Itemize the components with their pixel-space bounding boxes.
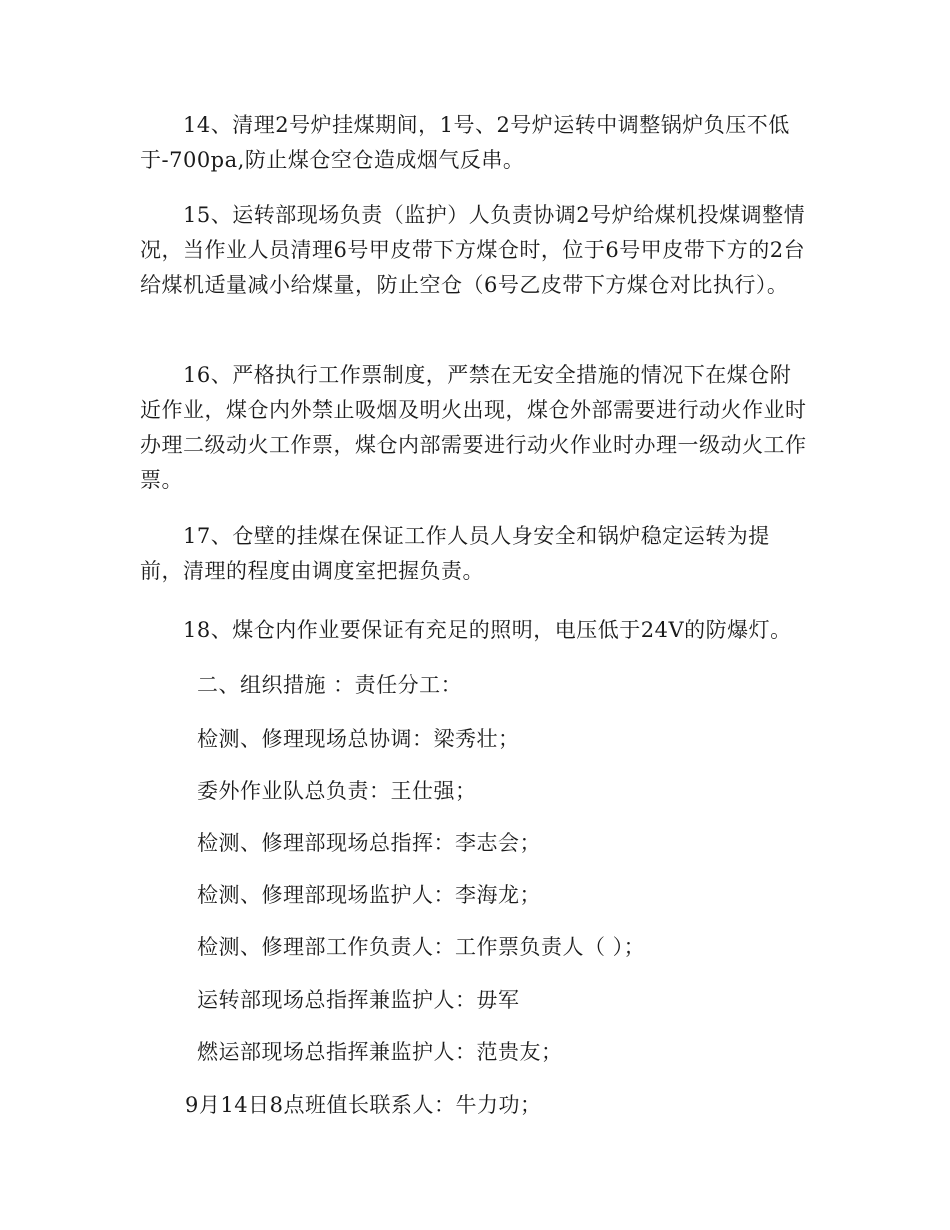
section-heading: 二、组织措施 ：责任分工： bbox=[197, 673, 463, 697]
paragraph-16: 16、严格执行工作票制度，严禁在无安全措施的情况下在煤仓附近作业，煤仓内外禁止吸烟及明火出现，煤仓外部需要进行动火作业时办理二级动火工作票，煤仓内部需要进行动火作业时办理一级动火工作票。 bbox=[140, 363, 807, 492]
assignment-line: 运转部现场总指挥兼监护人：毋军 bbox=[197, 988, 520, 1012]
assignment-line: 委外作业队总负责：王仕强； bbox=[197, 779, 477, 803]
assignment-line: 检测、修理部现场总指挥：李志会； bbox=[197, 831, 541, 855]
paragraph-18: 18、煤仓内作业要保证有充足的照明，电压低于24V的防爆灯。 bbox=[183, 618, 792, 642]
paragraph-14: 14、清理2号炉挂煤期间，1号、2号炉运转中调整锅炉负压不低于-700pa,防止煤仓空仓造成烟气反串。 bbox=[140, 113, 790, 172]
assignment-line: 检测、修理部工作负责人：工作票负责人（ ）； bbox=[197, 935, 646, 959]
assignment-line: 检测、修理部现场监护人：李海龙； bbox=[197, 883, 541, 907]
assignment-line: 检测、修理现场总协调：梁秀壮； bbox=[197, 727, 520, 751]
paragraph-17: 17、仓壁的挂煤在保证工作人员人身安全和锅炉稳定运转为提前，清理的程度由调度室把握负责。 bbox=[140, 524, 770, 583]
contact-line: 9月14日8点班值长联系人：牛力功； bbox=[185, 1093, 542, 1117]
paragraph-15: 15、运转部现场负责（监护）人负责协调2号炉给煤机投煤调整情况，当作业人员清理6号甲皮带下方煤仓时，位于6号甲皮带下方的2台给煤机适量减小给煤量，防止空仓（6号乙皮带下方煤仓对比执行）。 bbox=[140, 203, 806, 297]
assignment-line: 燃运部现场总指挥兼监护人：范贵友； bbox=[197, 1040, 563, 1064]
